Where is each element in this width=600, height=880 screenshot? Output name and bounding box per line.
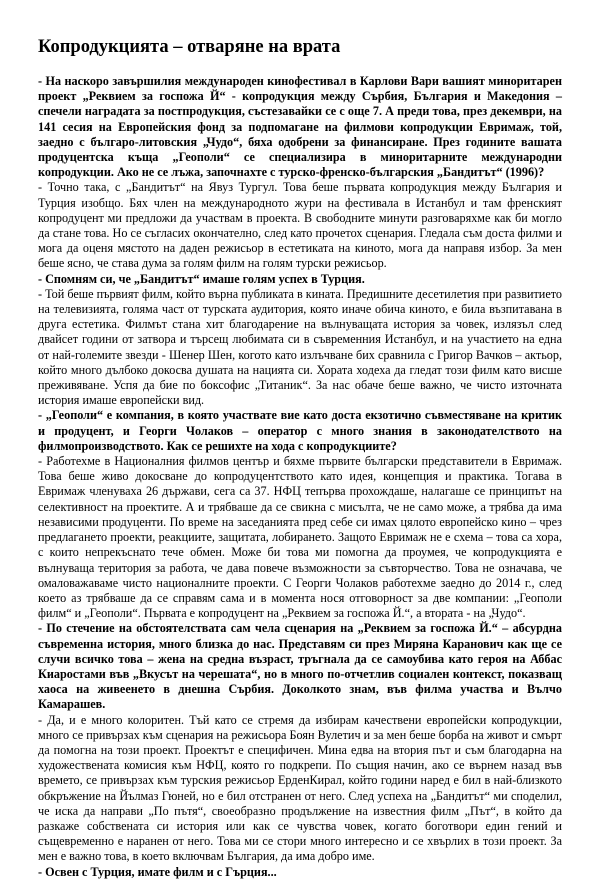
interview-question: - Спомням си, че „Бандитът“ имаше голям успех в Турция. — [38, 271, 365, 286]
interview-question: - Освен с Турция, имате филм и с Гърция... — [38, 864, 277, 879]
interview-answer: - Той беше първият филм, който върна публиката в кината. Предишните десетилетия при развитието на телевизията, голяма част от турската аудитория, която иначе обича киното, е била възпитавана в друга естетика. Филмът стана хит благодарение на вълнуващата история за човек, излязъл след двайсет години от затвора и търсещ любимата си в съвременния Истанбул, и на участието на една от най-големите звезди - Шенер Шен, когото като излъчване бих сравнила с Григор Вачков – актьор, който много дълбоко докосва душата на нацията си. Хората ходеха да гледат този филм като висше преживяване. Успя да бие по боксофис „Титаник“. За нас обаче беше важно, че чисто източната история имаше европейски вид. — [38, 286, 562, 408]
interview-question: - На наскоро завършилия международен кинофестивал в Карлови Вари вашият миноритарен проект „Реквием за госпожа Й“ - копродукция между Сърбия, България и Македония – спечели наградата за постпродукция, състезавайки се с още 7. А преди това, през декември, на 141 сесия на Европейския фонд за подпомагане на филмови копродукции Евримаж, той, заедно с българо-литовския „Чудо“, бяха одобрени за финансиране. През годините вашата продуцентска къща „Геополи“ се специализира в миноритарните международни копродукции. Ако не се лъжа, започнахте с турско-френско-българския „Бандитът“ (1996)? — [38, 74, 562, 180]
interview-answer: - Работехме в Националния филмов център и бяхме първите български представители в Евримаж. Това беше живо докосване до копродуцентството като идея, концепция и практика. Тогава в Евримаж членуваха 26 държави, сега са 37. НФЦ тепърва прохождаше, налагаше се принципът на селективност на проектите. А и трябваше да се свикна с мисълта, че не само може, а трябва да има независими продуценти. По време на заседанията пред себе си имах цялото европейско кино – чрез предлагането проекти, реакциите, защитата, лобирането. Защото Евримаж не е схема – това са хора, с които непрекъснато тече обмен. Може би това ми помогна да проумея, че копродукцията е вълнуваща територия за работа, че дава повече възможности за съвторчество. Това не означава, че омаловажаваме чисто националните проекти. С Георги Чолаков работехме заедно до 2014 г., след което аз трябваше да се справям сама и в момента нося отговорност за две компании: „Геополи филм“ и „Геополи“. Първата е копродуцент на „Реквием за госпожа Й.“, а втората - на „Чудо“. — [38, 454, 562, 621]
interview-question: - „Геополи“ е компания, в която участвате вие като доста екзотично съвместяване на критик и продуцент, и Георги Чолаков – оператор с много знания в законодателството на филмопроизводството. Как се решихте на хода с копродукциите? — [38, 408, 562, 453]
interview-answer: - Да, и е много колоритен. Тъй като се стремя да избирам качествени европейски копродукции, много се привързах към сценария на режисьора Боян Вулетич и за мен беше борба на живот и смърт да помогна на този проект. Проектът е специфичен. Мина едва на втория път и съм благодарна на художествената комисия към НФЦ, която го подкрепи. По същия начин, ако се върнем назад във времето, се привързах към турския режисьор ЕрденКирал, който години наред е бил в най-близкото обкръжение на Йълмаз Гюней, но е бил отстранен от него. След успеха на „Бандитът“ ми споделил, че иска да направи „По пътя“, своеобразно продължение на известния филм „Път“, в който да разкаже собствената си история или как се чувства човек, когато боготвори един гений и същевременно е наранен от него. Това ми се стори много интересно и се хвърлих в този проект. За мен е важно това, в което включвам България, да има добро име. — [38, 712, 562, 864]
interview-question: - По стечение на обстоятелствата сам чела сценария на „Реквием за госпожа Й.“ – абсурдна съвременна история, много близка до нас. Представям си през Миряна Каранович как ще се случи всичко това – жена на средна възраст, тръгнала да се самоубива като героя на Аббас Киаростами във „Вкусът на черешата“, но в много по-отчетлив социален контекст, показващ хаоса на живеенето в днешна Сърбия. Доколкото знам, във филма участва и Вълчо Камарашев. — [38, 621, 562, 712]
article-title: Копродукцията – отваряне на врата — [38, 37, 341, 57]
interview-answer: - Точно така, с „Бандитът“ на Явуз Тургул. Това беше първата копродукция между България и Турция изобщо. Бях член на международното жури на фестивала в Истанбул и там френският копродуцент ми предложи да участвам в проекта. В свободните минути разговаряхме как би могло да стане това. Но се съгласих окончателно, след като прочетох сценария. Гледала съм доста филми и мога да оценя мястото на даден режисьор в естетиката на киното, мога да направя избор. За мен беше ясно, че става дума за голям филм на голям турски режисьор. — [38, 180, 562, 271]
article-body — [38, 74, 562, 880]
document-page — [38, 36, 562, 880]
